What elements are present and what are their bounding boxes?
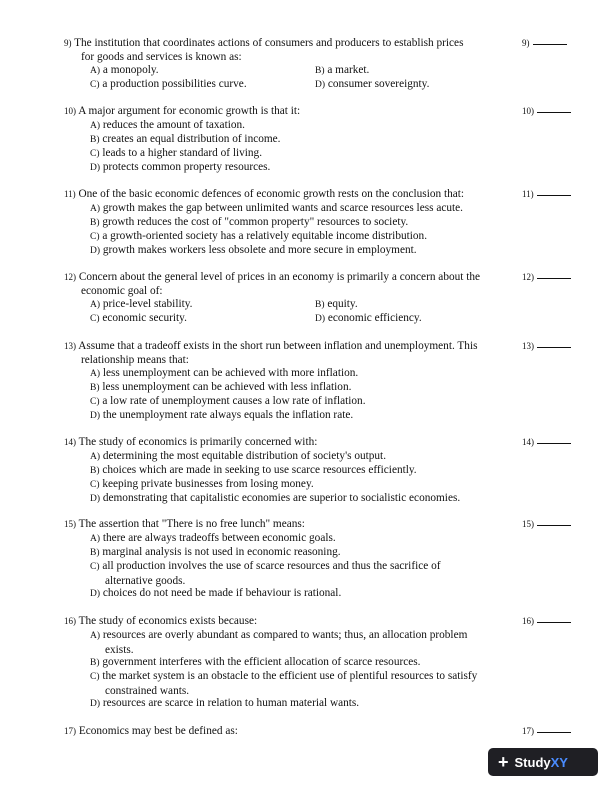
question-stem: 10) A major argument for economic growth is that it: [64,105,301,117]
plus-icon: + [498,752,509,772]
question-stem: 11) One of the basic economic defences of economic growth rests on the conclusion that: [64,188,465,200]
option-d[interactable]: D) demonstrating that capitalistic economies are superior to socialistic economies. [90,492,461,504]
answer-blank[interactable]: 17) [522,725,582,739]
option-a[interactable]: A) a monopoly. [90,64,159,76]
option-c[interactable]: C) a growth-oriented society has a relatively equitable income distribution. [90,230,428,242]
option-b[interactable]: B) equity. [315,298,358,310]
answer-blank[interactable]: 11) [522,188,582,202]
option-b[interactable]: B) growth reduces the cost of "common property" resources to society. [90,216,409,228]
option-a[interactable]: A) price-level stability. [90,298,193,310]
question-stem: 17) Economics may best be defined as: [64,725,238,737]
answer-blank[interactable]: 10) [522,105,582,119]
answer-blank[interactable]: 9) [522,37,582,51]
option-b[interactable]: B) creates an equal distribution of income. [90,133,281,145]
option-c[interactable]: C) a low rate of unemployment causes a low rate of inflation. [90,395,366,407]
option-c[interactable]: C) leads to a higher standard of living. [90,147,263,159]
option-a[interactable]: A) growth makes the gap between unlimited wants and scarce resources less acute. [90,202,463,214]
option-a[interactable]: A) there are always tradeoffs between economic goals. [90,532,336,544]
question-stem: 16) The study of economics exists because: [64,615,258,627]
answer-blank[interactable]: 15) [522,518,582,532]
option-a[interactable]: A) determining the most equitable distribution of society's output. [90,450,387,462]
studyxy-watermark[interactable] [488,748,598,776]
option-b[interactable]: B) marginal analysis is not used in economic reasoning. [90,546,341,558]
option-d[interactable]: D) resources are scarce in relation to human material wants. [90,697,360,709]
question-stem: 15) The assertion that "There is no free lunch" means: [64,518,305,530]
brand-label: StudyXY [514,754,568,770]
option-b[interactable]: B) government interferes with the efficient allocation of scarce resources. [90,656,421,668]
option-c[interactable]: C) keeping private businesses from losing money. [90,478,314,490]
answer-blank[interactable]: 13) [522,340,582,354]
answer-blank[interactable]: 16) [522,615,582,629]
option-d[interactable]: D) consumer sovereignty. [315,78,430,90]
question-stem: 12) Concern about the general level of prices in an economy is primarily a concern about the economic goal of: [64,271,481,297]
option-a[interactable]: A) resources are overly abundant as compared to wants; thus, an allocation problem exists. [90,629,468,656]
option-d[interactable]: D) choices do not need be made if behaviour is rational. [90,587,342,599]
answer-blank[interactable]: 12) [522,271,582,285]
option-c[interactable]: C) economic security. [90,312,187,324]
option-b[interactable]: B) choices which are made in seeking to use scarce resources efficiently. [90,464,417,476]
question-stem: 14) The study of economics is primarily concerned with: [64,436,318,448]
option-a[interactable]: A) reduces the amount of taxation. [90,119,245,131]
question-stem: 9) The institution that coordinates actions of consumers and producers to establish prices for goods and services is known as: [64,37,464,63]
option-c[interactable]: C) all production involves the use of scarce resources and thus the sacrifice of alternative goods. [90,560,441,587]
option-c[interactable]: C) the market system is an obstacle to the efficient use of plentiful resources to satisfy constrained wants. [90,670,478,697]
option-c[interactable]: C) a production possibilities curve. [90,78,247,90]
option-a[interactable]: A) less unemployment can be achieved with more inflation. [90,367,359,379]
option-d[interactable]: D) the unemployment rate always equals the inflation rate. [90,409,354,421]
option-b[interactable]: B) less unemployment can be achieved with less inflation. [90,381,352,393]
answer-blank[interactable]: 14) [522,436,582,450]
option-d[interactable]: D) economic efficiency. [315,312,422,324]
option-d[interactable]: D) protects common property resources. [90,161,271,173]
question-stem: 13) Assume that a tradeoff exists in the short run between inflation and unemployment. This relationship means that: [64,340,478,366]
option-b[interactable]: B) a market. [315,64,370,76]
option-d[interactable]: D) growth makes workers less obsolete and more secure in employment. [90,244,417,256]
